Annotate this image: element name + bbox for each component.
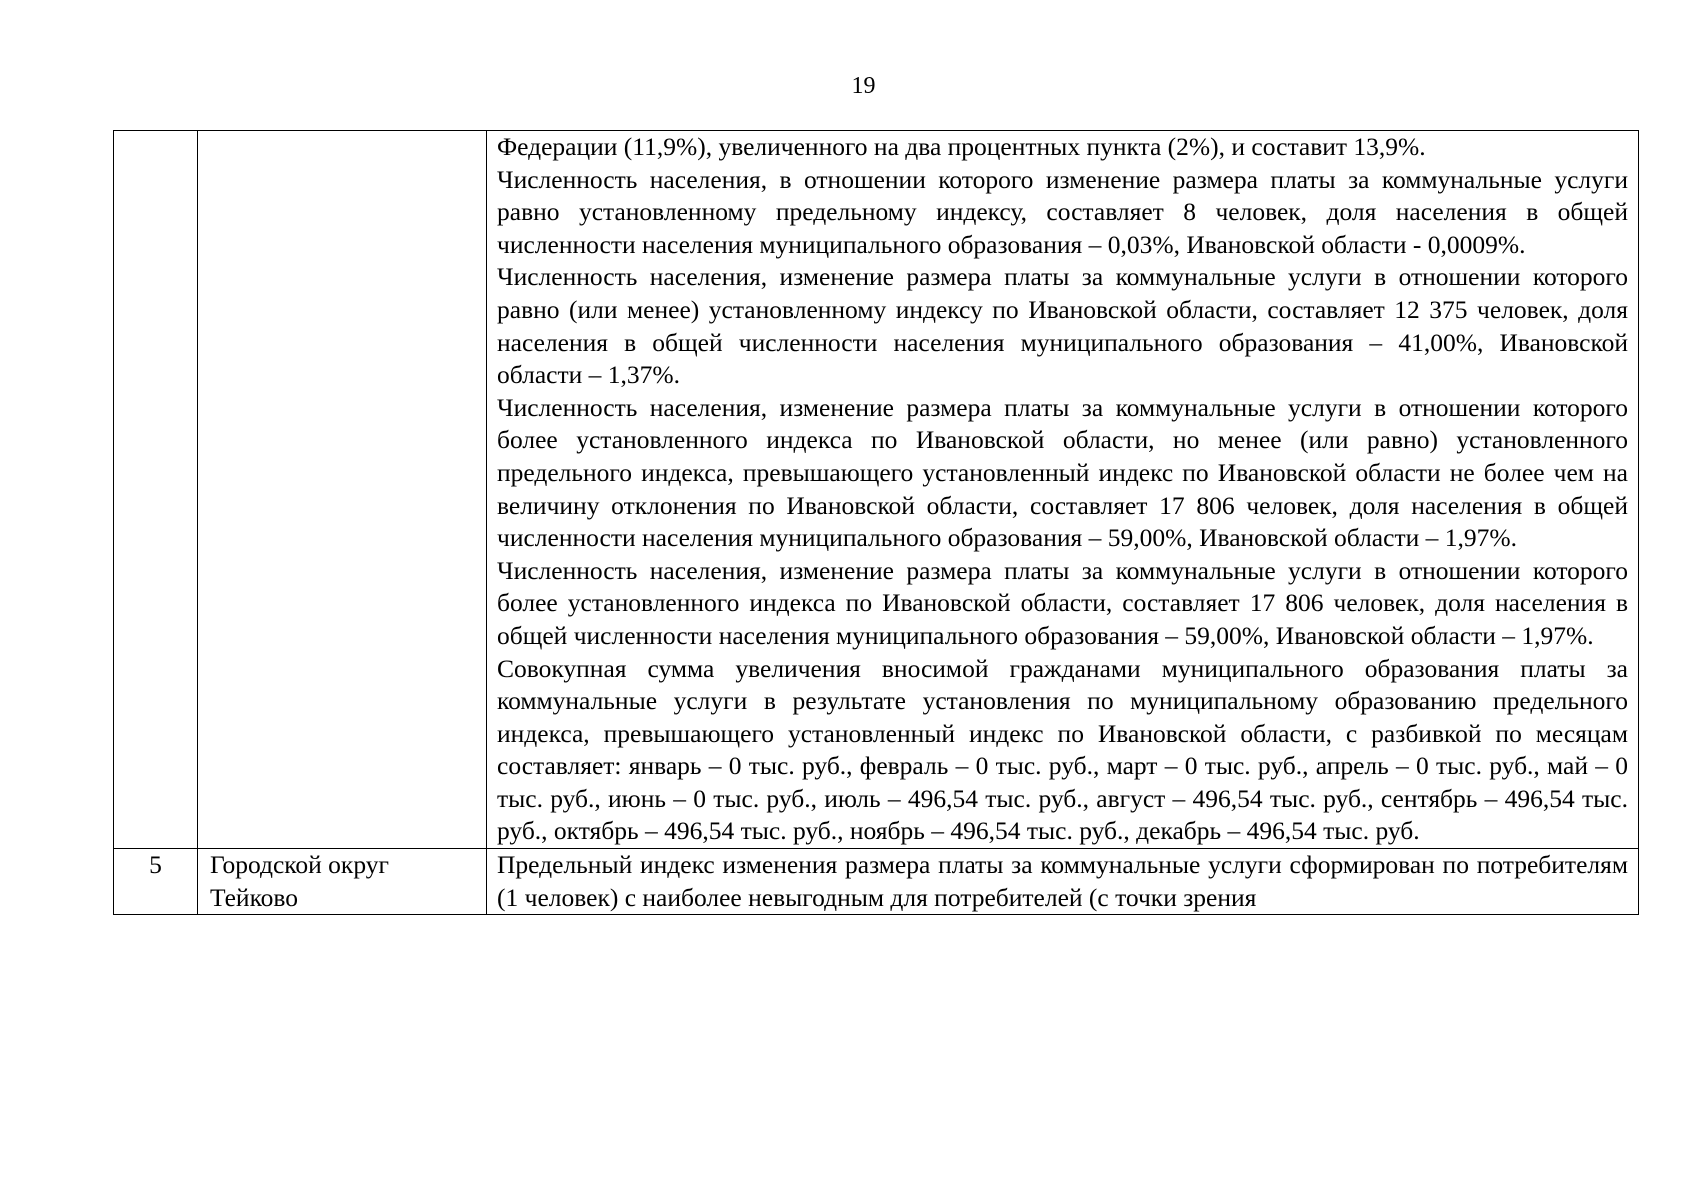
paragraph: Численность населения, изменение размера платы за коммунальные услуги в отношении которого равно (или менее) установленному индексу по Ивановской области, составляет 12 375 человек, доля населения в общей численности населения муниципального образования – 41,00%, Ивановской области – 1,37%. bbox=[497, 262, 1628, 390]
page-number: 19 bbox=[851, 73, 876, 99]
row-number-cell bbox=[114, 131, 198, 849]
paragraph: Федерации (11,9%), увеличенного на два процентных пункта (2%), и составит 13,9%. bbox=[497, 132, 1426, 161]
municipality-name-cell bbox=[198, 131, 487, 849]
description-cell bbox=[487, 849, 1639, 915]
paragraph: Совокупная сумма увеличения вносимой гражданами муниципального образования платы за коммунальные услуги в результате установления по муниципальному образованию предельного индекса, превышающего установленный индекс по Ивановской области, с разбивкой по месяцам составляет: январь – 0 тыс. руб., февраль – 0 тыс. руб., март – 0 тыс. руб., апрель – 0 тыс. руб., май – 0 тыс. руб., июнь – 0 тыс. руб., июль – 496,54 тыс. руб., август – 496,54 тыс. руб., сентябрь – 496,54 тыс. руб., октябрь – 496,54 тыс. руб., ноябрь – 496,54 тыс. руб., декабрь – 496,54 тыс. руб. bbox=[497, 653, 1628, 846]
paragraph: Численность населения, в отношении которого изменение размера платы за коммунальные услуги равно установленному предельному индексу, составляет 8 человек, доля населения в общей численности населения муниципального образования – 0,03%, Ивановской области - 0,0009%. bbox=[497, 164, 1628, 259]
paragraph: Предельный индекс изменения размера платы за коммунальные услуги сформирован по потребителям (1 человек) с наиболее невыгодным для потребителей (с точки зрения bbox=[497, 850, 1628, 912]
description-cell bbox=[487, 131, 1639, 849]
paragraph: Численность населения, изменение размера платы за коммунальные услуги в отношении которого более установленного индекса по Ивановской области, составляет 17 806 человек, доля населения в общей численности населения муниципального образования – 59,00%, Ивановской области – 1,97%. bbox=[497, 555, 1628, 650]
paragraph: Численность населения, изменение размера платы за коммунальные услуги в отношении которого более установленного индекса по Ивановской области, но менее (или равно) установленного предельного индекса, превышающего установленный индекс по Ивановской области не более чем на величину отклонения по Ивановской области, составляет 17 806 человек, доля населения в общей численности населения муниципального образования – 59,00%, Ивановской области – 1,97%. bbox=[497, 392, 1628, 553]
table-row bbox=[114, 849, 1639, 915]
table-row bbox=[114, 131, 1639, 849]
row-number-cell: 5 bbox=[114, 849, 198, 915]
municipality-name-cell: Городской округ Тейково bbox=[198, 849, 487, 915]
municipal-index-table bbox=[113, 130, 1639, 915]
